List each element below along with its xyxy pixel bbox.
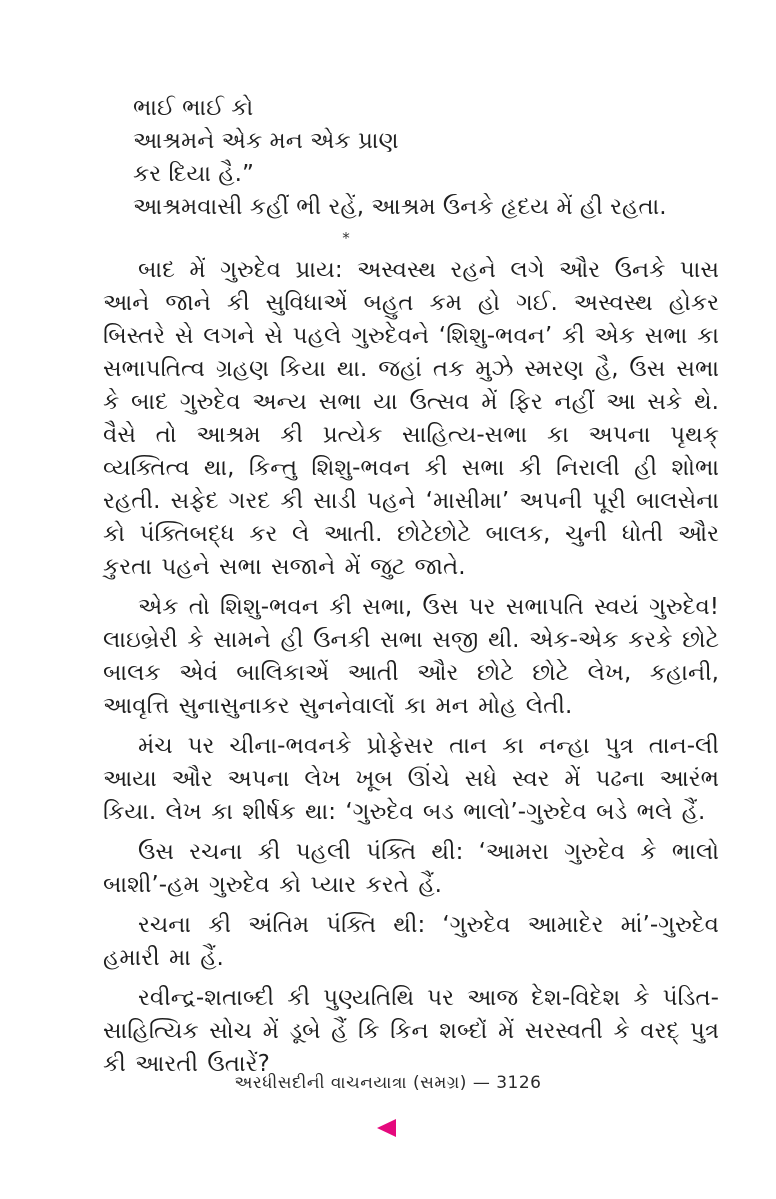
- text-block: [103, 0, 719, 1088]
- quote-line: આશ્રમને એક મન એક પ્રાણ: [133, 128, 399, 154]
- paragraph-6: રવીન્દ્ર-શતાબ્દી કી પુણ્યતિથિ પર આજ દેશ-વિદેશ કે પંડિત-સાહિત્યિક સોચ મેં ડૂબે હૈં કિ કિન શબ્દોં મેં સરસ્વતી કે વરદ્ પુત્ર કી આરતી ઉતારેં?: [103, 985, 719, 1077]
- paragraph-1: બાદ મેં ગુરુદેવ પ્રાય: અસ્વસ્થ રહને લગે ઔર ઉનકે પાસ આને જાને કી સુવિધાએં બહુત કમ હો ગઈ. અસ્વસ્થ હોકર બિસ્તરે સે લગને સે પહલે ગુરુદેવને ‘શિશુ-ભવન’ કી એક સભા કા સભાપતિત્વ ગ્રહણ કિયા થા. જહાં તક મુઝે સ્મરણ હૈ, ઉસ સભા કે બાદ ગુરુદેવ અન્ય સભા યા ઉત્સવ મેં ફિર નહીં આ સકે થે. વૈસે તો આશ્રમ કી પ્રત્યેક સાહિત્ય-સભા કા અપના પૃથક્ વ્યક્તિત્વ થા, કિન્તુ શિશુ-ભવન કી સભા કી નિરાલી હી શોભા રહતી. સફેદ ગરદ કી સાડી પહને ‘માસીમા’ અપની પૂરી બાલસેના કો પંક્તિબદ્ધ કર લે આતી. છોટેછોટે બાલક, ચુની ધોતી ઔર કુરતા પહને સભા સજાને મેં જુટ જાતે.: [103, 257, 719, 580]
- paragraph-3: મંચ પર ચીના-ભવનકે પ્રોફેસર તાન કા નન્હા પુત્ર તાન-લી આયા ઔર અપના લેખ ખૂબ ઊંચે સધે સ્વર મેં પઢના આરંભ કિયા. લેખ કા શીર્ષક થા: ‘ગુરુદેવ બડ ભાલો’-ગુરુદેવ બડે ભલે હૈં.: [103, 733, 719, 825]
- paragraph-4: ઉસ રચના કી પહલી પંક્તિ થી: ‘આમરા ગુરુદેવ કે ભાલો બાશી’-હમ ગુરુદેવ કો પ્યાર કરતે હૈં.: [103, 839, 719, 898]
- body-text: [103, 254, 719, 1081]
- quote-line: આશ્રમવાસી કહીં ભી રહેં, આશ્રમ ઉનકે હૃદય મેં હી રહતા.: [133, 194, 667, 220]
- opening-quote: [133, 92, 719, 224]
- quote-line: ભાઈ ભાઈ કો: [133, 95, 254, 121]
- asterisk-separator: *: [342, 229, 350, 247]
- paragraph-2: એક તો શિશુ-ભવન કી સભા, ઉસ પર સભાપતિ સ્વયં ગુરુદેવ! લાઇબ્રેરી કે સામને હી ઉનકી સભા સજી થી. એક-એક કરકે છોટે બાલક એવં બાલિકાએં આતી ઔર છોટે છોટે લેખ, કહાની, આવૃત્તિ સુનાસુનાકર સુનનેવાલોં કા મન મોહ લેતી.: [103, 594, 719, 719]
- quote-line: કર દિયા હૈ.”: [133, 161, 254, 187]
- paragraph-5: રચના કી અંતિમ પંક્તિ થી: ‘ગુરુદેવ આમાદેર માં’-ગુરુદેવ હમારી મા હૈં.: [103, 912, 719, 971]
- previous-page-triangle-icon[interactable]: [377, 1119, 396, 1137]
- footer-text: અરધીસદીની વાચનયાત્રા (સમગ્ર) — 3126: [234, 1073, 542, 1093]
- page-footer: [0, 1072, 776, 1094]
